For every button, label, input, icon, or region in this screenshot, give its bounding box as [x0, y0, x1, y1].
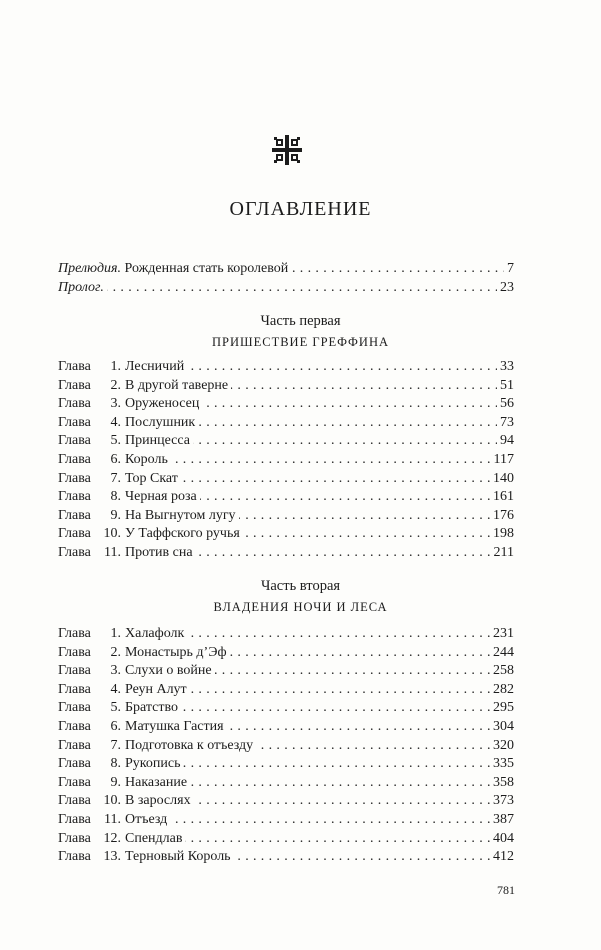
chapter-prefix: Глава	[58, 359, 91, 374]
chapter-prefix: Глава	[58, 811, 91, 827]
chapter-number: 4.	[110, 414, 121, 430]
chapter-prefix: Глава	[58, 451, 91, 467]
entry-page: 412	[490, 848, 514, 867]
chapter-title: На Выгнутом лугу	[125, 507, 236, 523]
chapter-number: 7.	[110, 737, 121, 753]
part2-chapter-list	[58, 625, 514, 867]
chapter-title: Подготовка к отъезду	[125, 737, 254, 753]
chapter-title: Принцесса	[125, 433, 190, 449]
chapter-title: Король	[125, 451, 168, 467]
toc-entry	[58, 432, 514, 451]
chapter-number: 11.	[104, 544, 121, 560]
chapter-prefix: Глава	[58, 718, 91, 734]
chapter-number: 1.	[110, 359, 121, 374]
ornament-icon	[270, 133, 304, 167]
chapter-title: Наказание	[125, 774, 188, 790]
part2-title: ВЛАДЕНИЯ НОЧИ И ЛЕСА	[213, 600, 388, 614]
entry-page: 295	[490, 699, 514, 718]
chapter-number: 5.	[110, 700, 121, 716]
part2-label: Часть вторая	[260, 578, 341, 594]
toc-entry	[58, 718, 514, 737]
chapter-title: Слухи о войне	[125, 663, 212, 679]
chapter-number: 3.	[110, 663, 121, 679]
toc-entry	[58, 662, 514, 681]
page-number: 781	[497, 883, 515, 897]
toc-entry	[58, 507, 514, 526]
chapter-prefix: Глава	[58, 489, 91, 505]
toc-entry	[58, 377, 514, 396]
toc-entry	[58, 488, 514, 507]
entry-page: 73	[497, 414, 514, 433]
toc-entry-prologue	[58, 279, 514, 298]
chapter-number: 7.	[110, 470, 121, 486]
entry-page: 56	[497, 395, 514, 414]
chapter-title: Оруженосец	[125, 396, 200, 412]
chapter-number: 9.	[110, 507, 121, 523]
entry-page: 176	[490, 507, 514, 526]
chapter-prefix: Глава	[58, 626, 91, 641]
chapter-number: 13.	[103, 849, 121, 865]
toc-entry	[58, 525, 514, 544]
entry-page: 373	[490, 792, 514, 811]
chapter-number: 9.	[110, 774, 121, 790]
chapter-number: 3.	[110, 396, 121, 412]
toc-entry	[58, 681, 514, 700]
entry-page: 140	[490, 470, 514, 489]
toc-entry	[58, 737, 514, 756]
chapter-title: У Таффского ручья	[125, 526, 240, 542]
chapter-number: 6.	[110, 718, 121, 734]
toc-entry	[58, 644, 514, 663]
chapter-number: 5.	[110, 433, 121, 449]
chapter-prefix: Глава	[58, 681, 91, 697]
chapter-title: Монастырь д’Эф	[125, 644, 227, 660]
chapter-number: 2.	[110, 377, 121, 393]
entry-page: 320	[490, 737, 514, 756]
chapter-prefix: Глава	[58, 644, 91, 660]
chapter-title: Лесничий	[125, 359, 185, 374]
chapter-prefix: Глава	[58, 830, 91, 846]
entry-page: 387	[490, 811, 514, 830]
chapter-prefix: Глава	[58, 774, 91, 790]
chapter-number: 8.	[110, 489, 121, 505]
chapter-number: 8.	[110, 756, 121, 772]
entry-page: 51	[497, 377, 514, 396]
entry-page: 23	[497, 279, 514, 298]
chapter-number: 11.	[104, 811, 121, 827]
toc-entry	[58, 755, 514, 774]
chapter-title: Матушка Гастия	[125, 718, 224, 734]
chapter-prefix: Глава	[58, 507, 91, 523]
chapter-prefix: Глава	[58, 377, 91, 393]
entry-label-italic: Пролог.	[58, 279, 104, 295]
chapter-title: Реун Алут	[125, 681, 187, 697]
entry-page: 231	[490, 625, 514, 644]
chapter-title: Спендлав	[125, 830, 183, 846]
chapter-prefix: Глава	[58, 663, 91, 679]
chapter-prefix: Глава	[58, 396, 91, 412]
toc-entry	[58, 470, 514, 489]
chapter-number: 6.	[110, 451, 121, 467]
entry-page: 161	[490, 488, 514, 507]
chapter-prefix: Глава	[58, 526, 91, 542]
chapter-number: 4.	[110, 681, 121, 697]
entry-page: 94	[497, 432, 514, 451]
chapter-number: 10.	[103, 793, 121, 809]
toc-entry	[58, 830, 514, 849]
chapter-title: Рукопись	[125, 756, 181, 772]
entry-label-italic: Прелюдия.	[58, 261, 122, 276]
chapter-prefix: Глава	[58, 414, 91, 430]
toc-entry	[58, 625, 514, 644]
chapter-prefix: Глава	[58, 700, 91, 716]
entry-page: 211	[491, 544, 514, 563]
chapter-prefix: Глава	[58, 433, 91, 449]
chapter-prefix: Глава	[58, 849, 91, 865]
entry-page: 117	[491, 451, 514, 470]
chapter-title: Тор Скат	[125, 470, 178, 486]
toc-entry	[58, 774, 514, 793]
part1-label: Часть первая	[260, 313, 341, 329]
chapter-title: Черная роза	[125, 489, 197, 505]
chapter-number: 2.	[110, 644, 121, 660]
chapter-number: 12.	[103, 830, 121, 846]
entry-page: 404	[490, 830, 514, 849]
toc-entry	[58, 699, 514, 718]
toc-entry	[58, 811, 514, 830]
chapter-prefix: Глава	[58, 793, 91, 809]
entry-label: Рожденная стать королевой	[121, 261, 289, 276]
chapter-title: Против сна	[125, 544, 193, 560]
chapter-number: 1.	[110, 626, 121, 641]
entry-page: 282	[490, 681, 514, 700]
chapter-prefix: Глава	[58, 756, 91, 772]
part1-chapter-list	[58, 358, 514, 563]
entry-page: 358	[490, 774, 514, 793]
chapter-title: Халафолк	[125, 626, 185, 641]
front-matter-list	[58, 260, 514, 297]
toc-entry	[58, 358, 514, 377]
toc-entry-prelude	[58, 260, 514, 279]
toc-entry	[58, 848, 514, 867]
entry-page: 335	[490, 755, 514, 774]
entry-page: 304	[490, 718, 514, 737]
entry-page: 7	[504, 260, 514, 279]
entry-page: 258	[490, 662, 514, 681]
entry-page: 33	[497, 358, 514, 377]
toc-entry	[58, 395, 514, 414]
toc-entry	[58, 451, 514, 470]
chapter-title: Братство	[125, 700, 179, 716]
page-title: ОГЛАВЛЕНИЕ	[229, 198, 372, 220]
chapter-prefix: Глава	[58, 544, 91, 560]
chapter-title: В зарослях	[125, 793, 191, 809]
entry-page: 244	[490, 644, 514, 663]
chapter-number: 10.	[103, 526, 121, 542]
toc-entry	[58, 792, 514, 811]
chapter-title: Отъезд	[125, 811, 168, 827]
entry-page: 198	[490, 525, 514, 544]
toc-entry	[58, 544, 514, 563]
chapter-title: Терновый Король	[125, 849, 231, 865]
chapter-title: Послушник	[125, 414, 196, 430]
chapter-prefix: Глава	[58, 470, 91, 486]
part1-title: ПРИШЕСТВИЕ ГРЕФФИНА	[212, 335, 389, 349]
chapter-prefix: Глава	[58, 737, 91, 753]
chapter-title: В другой таверне	[125, 377, 229, 393]
toc-entry	[58, 414, 514, 433]
